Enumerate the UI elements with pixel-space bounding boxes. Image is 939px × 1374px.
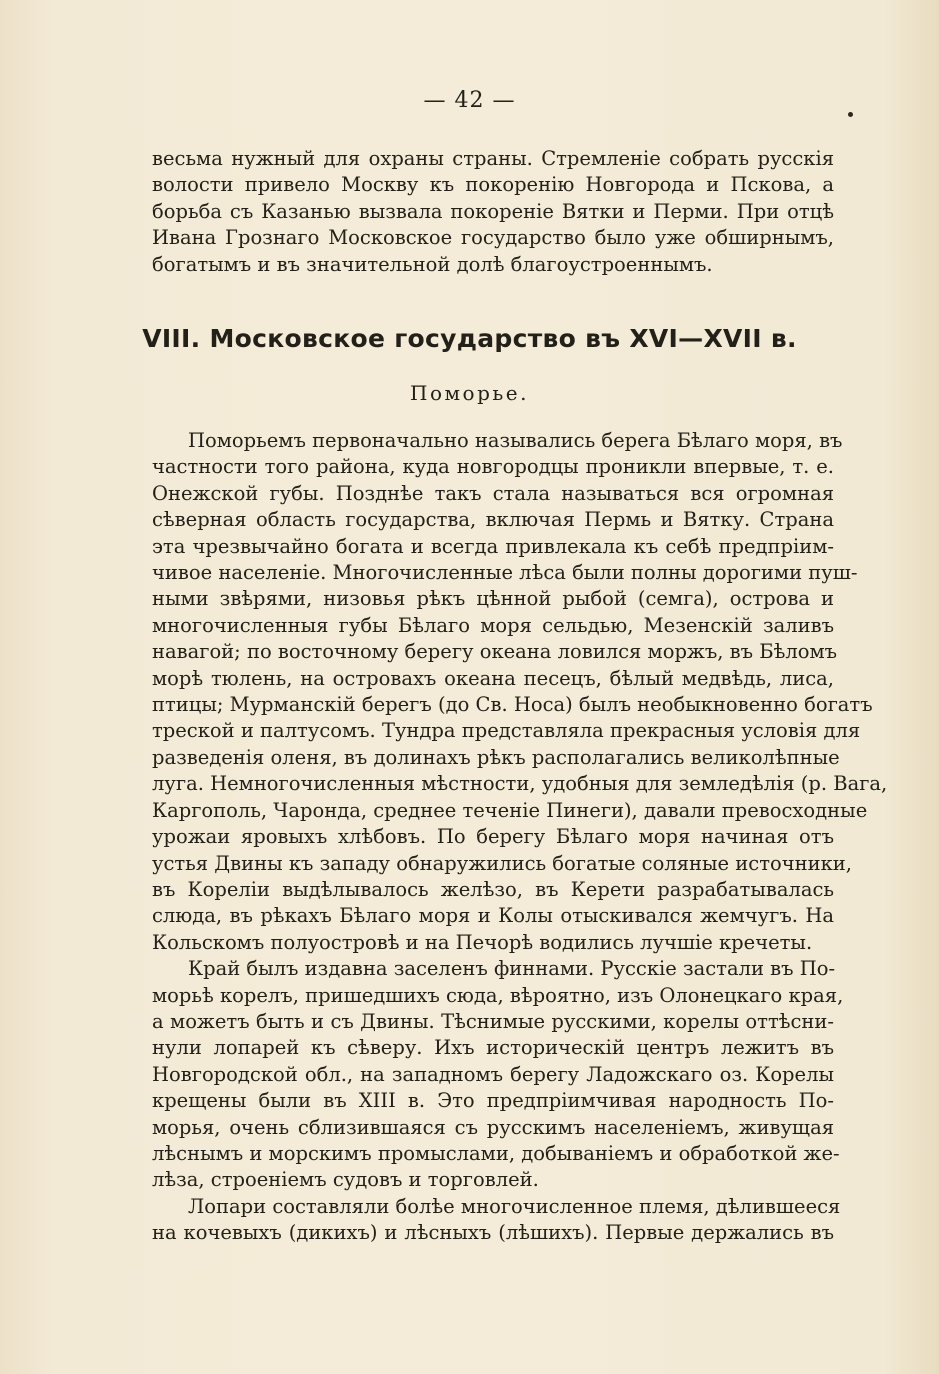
text-line: лѣснымъ и морскимъ промыслами, добываніемъ и обработкой же- (152, 1141, 840, 1165)
text-line: волости привело Москву къ покоренію Новгорода и Пскова, а (152, 173, 834, 197)
text-line: треской и палтусомъ. Тундра представляла прекрасныя условія для (152, 719, 861, 743)
text-line: богатымъ и въ значительной долѣ благоустроеннымъ. (152, 252, 713, 276)
text-line: сѣверная область государства, включая Пермь и Вятку. Страна (152, 508, 834, 532)
text-line: крещены были въ XIII в. Это предпріимчивая народность По- (152, 1089, 834, 1113)
text-line: частности того района, куда новгородцы проникли впервые, т. е. (152, 455, 834, 479)
text-line: Новгородской обл., на западномъ берегу Ладожскаго оз. Корелы (152, 1062, 834, 1086)
text-line: на кочевыхъ (дикихъ) и лѣсныхъ (лѣшихъ). Первые держались въ (152, 1221, 834, 1245)
text-line: Поморьемъ первоначально назывались берега Бѣлаго моря, въ (188, 429, 843, 452)
text-line: въ Кореліи выдѣлывалось желѣзо, въ Керети разрабатывалась (152, 877, 834, 901)
text-line: весьма нужный для охраны страны. Стремленіе собрать русскія (152, 147, 834, 170)
text-line: слюда, въ рѣкахъ Бѣлаго моря и Колы отыскивался жемчугъ. На (152, 904, 834, 928)
text-line: Лопари составляли болѣе многочисленное племя, дѣлившееся (188, 1194, 841, 1218)
text-line: лѣза, строеніемъ судовъ и торговлей. (152, 1168, 539, 1192)
text-line: Край былъ издавна заселенъ финнами. Русскіе застали въ По- (188, 957, 836, 981)
text-line: Ивана Грознаго Московское государство было уже обширнымъ, (152, 226, 834, 250)
text-line: борьба съ Казанью вызвала покореніе Вятки и Перми. При отцѣ (152, 199, 834, 223)
text-line: устья Двины къ западу обнаружились богатые соляные источники, (152, 851, 853, 875)
text-line: Кольскомъ полуостровѣ и на Печорѣ водились лучшіе кречеты. (152, 930, 813, 954)
text-line: навагой; по восточному берегу океана ловился моржъ, въ Бѣломъ (152, 640, 838, 664)
text-line: многочисленныя губы Бѣлаго моря сельдью, Мезенскій заливъ (152, 613, 834, 637)
text-line: луга. Немногочисленныя мѣстности, удобныя для земледѣлія (р. Вага, (152, 772, 888, 796)
section-title: VIII. Московское государство въ XVI—XVII в. (142, 324, 797, 353)
text-line: а можетъ быть и съ Двины. Тѣснимые русскими, корелы оттѣсни- (152, 1009, 834, 1033)
text-line: ными звѣрями, низовья рѣкъ цѣнной рыбой (семга), острова и (152, 587, 834, 611)
text-line: урожаи яровыхъ хлѣбовъ. По берегу Бѣлаго моря начиная отъ (152, 825, 834, 849)
subsection-title: Поморье. (410, 381, 529, 405)
body-text (152, 428, 888, 1247)
text-line: эта чрезвычайно богата и всегда привлекала къ себѣ предпріим- (152, 534, 834, 558)
text-line: морья, очень сблизившаяся съ русскимъ населеніемъ, живущая (152, 1115, 834, 1139)
text-line: чивое населеніе. Многочисленные лѣса были полны дорогими пуш- (152, 561, 858, 585)
text-line: птицы; Мурманскій берегъ (до Св. Носа) былъ необыкновенно богатъ (152, 693, 873, 717)
ink-spot (848, 112, 853, 117)
text-line: морьѣ корелъ, пришедшихъ сюда, вѣроятно, изъ Олонецкаго края, (152, 983, 844, 1007)
page-number: — 42 — (423, 88, 516, 113)
text-line: Каргополь, Чаронда, среднее теченіе Пинеги), давали превосходные (152, 798, 868, 822)
text-line: Онежской губы. Позднѣе такъ стала называться вся огромная (152, 481, 834, 505)
intro-paragraph (152, 146, 834, 278)
text-line: разведенія оленя, въ долинахъ рѣкъ располагались великолѣпные (152, 745, 840, 769)
text-line: нули лопарей къ сѣверу. Ихъ историческій центръ лежитъ въ (152, 1036, 834, 1060)
text-line: морѣ тюлень, на островахъ океана песецъ, бѣлый медвѣдь, лиса, (152, 666, 834, 690)
